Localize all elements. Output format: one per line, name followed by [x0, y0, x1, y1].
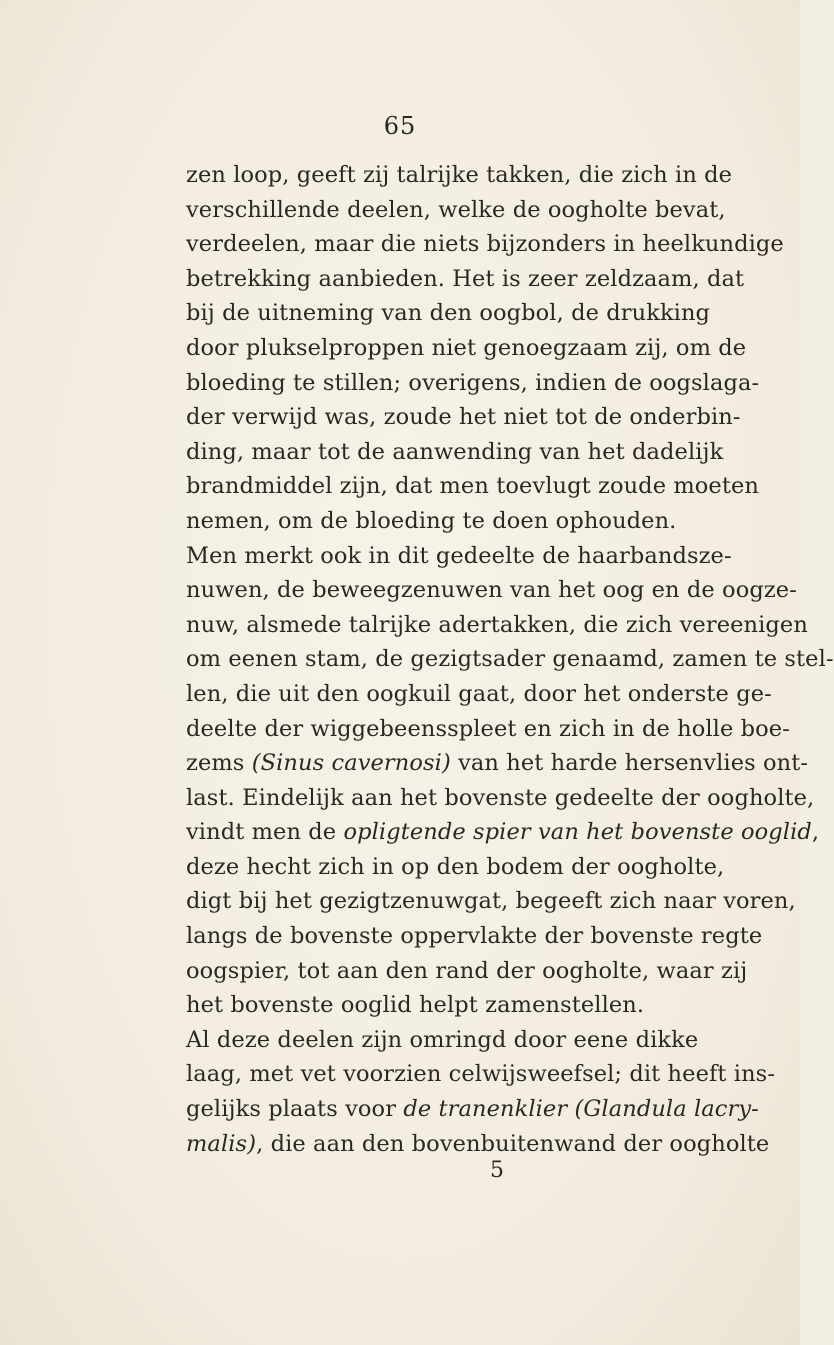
italic-text-run: (Sinus cavernosi)	[251, 750, 451, 777]
text-run: digt bij het gezigtzenuwgat, begeeft zich naar voren,	[186, 888, 796, 915]
text-line	[186, 296, 711, 331]
text-line	[186, 781, 815, 816]
gathering-signature: 5	[490, 1158, 504, 1183]
text-line	[186, 608, 808, 643]
text-run: nuw, alsmede talrijke adertakken, die zich vereenigen	[186, 611, 808, 638]
text-line	[186, 746, 809, 781]
text-line	[186, 1127, 770, 1162]
text-run: verdeelen, maar die niets bijzonders in heelkundige	[186, 231, 784, 258]
text-run: zems	[186, 750, 252, 777]
text-run: Men merkt ook in dit gedeelte de haarbandsze-	[186, 542, 732, 569]
italic-text-run: opligtende spier van het bovenste ooglid	[343, 819, 812, 846]
text-run: ,	[811, 819, 820, 846]
text-run: bloeding te stillen; overigens, indien de oogslaga-	[186, 369, 760, 396]
text-run: laag, met vet voorzien celwijsweefsel; dit heeft ins-	[186, 1061, 776, 1088]
text-line	[186, 469, 760, 504]
text-line	[186, 435, 724, 470]
text-run: last. Eindelijk aan het bovenste gedeelte der oogholte,	[186, 784, 815, 811]
italic-text-run: de tranenklier	[403, 1096, 568, 1123]
text-run: verschillende deelen, welke de oogholte bevat,	[186, 196, 726, 223]
text-line	[186, 504, 690, 539]
text-line	[186, 815, 820, 850]
text-line	[186, 262, 745, 297]
text-line	[186, 573, 797, 608]
text-run: len, die uit den oogkuil gaat, door het onderste ge-	[186, 680, 772, 707]
text-line	[186, 712, 790, 747]
text-line	[186, 539, 732, 574]
text-run: nemen, om de bloeding te doen ophouden.	[186, 507, 677, 534]
text-line	[186, 193, 726, 228]
text-run: van het harde hersenvlies ont-	[450, 750, 809, 777]
text-run: ding, maar tot de aanwending van het dadelijk	[186, 438, 724, 465]
text-line	[186, 1023, 699, 1058]
text-line	[186, 400, 741, 435]
text-run: betrekking aanbieden. Het is zeer zeldzaam, dat	[186, 265, 745, 292]
text-line	[186, 954, 748, 989]
text-line	[186, 850, 725, 885]
text-run: zen loop, geeft zij talrijke takken, die zich in de	[186, 162, 733, 188]
text-line	[186, 988, 690, 1023]
text-line	[186, 366, 760, 401]
text-run: nuwen, de beweegzenuwen van het oog en de oogze-	[186, 577, 797, 604]
text-line	[186, 158, 733, 193]
page-number: 65	[383, 112, 417, 140]
text-run: oogspier, tot aan den rand der oogholte, waar zij	[186, 957, 748, 984]
text-run: deelte der wiggebeensspleet en zich in de holle boe-	[186, 715, 790, 742]
text-run: brandmiddel zijn, dat men toevlugt zoude moeten	[186, 473, 760, 500]
text-line	[186, 642, 834, 677]
text-run: der verwijd was, zoude het niet tot de onderbin-	[186, 404, 741, 431]
italic-text-run: (Glandula lacry-	[574, 1096, 759, 1123]
text-run: deze hecht zich in op den bodem der oogholte,	[186, 853, 725, 880]
text-line	[186, 227, 784, 262]
text-run: door plukselproppen niet genoegzaam zij, om de	[186, 334, 747, 361]
text-run: bij de uitneming van den oogbol, de drukking	[186, 300, 711, 327]
text-run: , die aan den bovenbuitenwand der oogholte	[256, 1130, 770, 1157]
text-line	[186, 884, 796, 919]
text-line	[186, 677, 772, 712]
text-line	[186, 1092, 759, 1127]
text-run: het bovenste ooglid helpt zamenstellen.	[186, 992, 645, 1019]
text-line	[186, 331, 747, 366]
text-run: vindt men de	[186, 819, 344, 846]
text-run: om eenen stam, de gezigtsader genaamd, zamen te stel-	[186, 646, 834, 673]
text-line	[186, 919, 763, 954]
text-run: gelijks plaats voor	[186, 1096, 404, 1123]
text-run: Al deze deelen zijn omringd door eene dikke	[186, 1026, 699, 1053]
text-line	[186, 1057, 776, 1092]
body-text	[186, 158, 834, 1161]
italic-text-run: malis)	[186, 1130, 257, 1157]
text-run: langs de bovenste oppervlakte der bovenste regte	[186, 923, 763, 950]
